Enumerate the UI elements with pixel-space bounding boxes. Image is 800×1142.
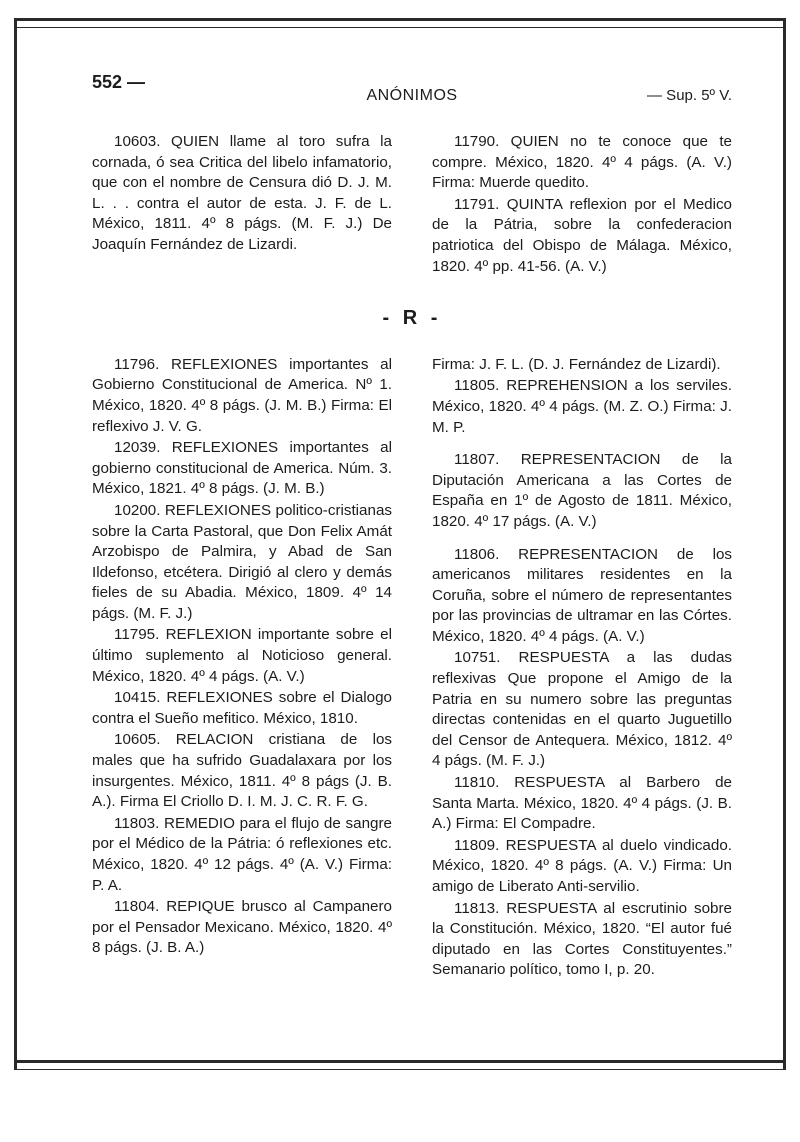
catalog-entry: 11806. REPRESENTACION de los americanos militares residentes en la Coruña, sobre el número de representantes por las provincias de ultramar en las Córtes. México, 1820. 4º 4 págs. (A. V.) xyxy=(432,545,732,645)
document-page xyxy=(92,72,732,982)
catalog-entry: 11790. QUIEN no te conoce que te compre. México, 1820. 4º 4 págs. (A. V.) Firma: Muerde quedito. xyxy=(432,133,732,192)
catalog-entry: 11813. RESPUESTA al escrutinio sobre la Constitución. México, 1820. “El autor fué diputado en las Cortes Constituyentes.” Semanario político, tomo I, p. 20. xyxy=(432,899,732,979)
catalog-entry: 11809. RESPUESTA al duelo vindicado. México, 1820. 4º 8 págs. (A. V.) Firma: Un amigo de Liberato Anti-servilio. xyxy=(432,836,732,895)
catalog-entry: 11803. REMEDIO para el flujo de sangre por el Médico de la Pátria: ó reflexiones etc. México, 1820. 4º 12 págs. 4º (A. V.) Firma: P. A. xyxy=(92,814,392,894)
right-column xyxy=(432,355,732,982)
catalog-entry: 10605. RELACION cristiana de los males que ha sufrido Guadalaxara por los insurgentes. México, 1811. 4º 8 págs (J. B. A.). Firma El Criollo D. I. M. J. C. R. F. G. xyxy=(92,731,392,811)
catalog-entry: 10415. REFLEXIONES sobre el Dialogo contra el Sueño mefitico. México, 1810. xyxy=(92,689,392,727)
top-right-column xyxy=(432,132,732,278)
catalog-entry: 11804. REPIQUE brusco al Campanero por el Pensador Mexicano. México, 1820. 4º 8 págs. (J. B. A.) xyxy=(92,898,392,957)
catalog-entry: 11795. REFLEXION importante sobre el último suplemento al Noticioso general. México, 1820. 4º 4 págs. (A. V.) xyxy=(92,626,392,685)
catalog-entry: 10200. REFLEXIONES politico-cristianas sobre la Carta Pastoral, que Don Felix Amát Arzobispo de Palmira, y Abad de San Ildefonso, etcétera. Dirigió al clero y demás fieles de su Abadia. México, 1809. 4º 14 págs. (M. F. J.) xyxy=(92,501,392,622)
main-columns xyxy=(92,355,732,982)
section-heading-r: - R - xyxy=(382,307,442,330)
catalog-entry: 11791. QUINTA reflexion por el Medico de la Pátria, sobre la confederacion patriotica del Obispo de Málaga. México, 1820. 4º pp. 41-56. (A. V.) xyxy=(432,195,732,275)
catalog-entry-continuation: Firma: J. F. L. (D. J. Fernández de Lizardi). xyxy=(432,355,721,373)
top-columns xyxy=(92,132,732,278)
catalog-entry: 11805. REPREHENSION a los serviles. México, 1820. 4º 4 págs. (M. Z. O.) Firma: J. M. P. xyxy=(432,377,732,436)
left-column xyxy=(92,355,392,982)
top-left-column xyxy=(92,132,392,278)
catalog-entry: 11796. REFLEXIONES importantes al Gobierno Constitucional de America. Nº 1. México, 1820. 4º 8 págs. (J. M. B.) Firma: El reflexivo J. V. G. xyxy=(92,355,392,435)
catalog-entry: 11810. RESPUESTA al Barbero de Santa Marta. México, 1820. 4º 4 págs. (J. B. A.) Firma: El Compadre. xyxy=(432,774,732,833)
catalog-entry: 10603. QUIEN llame al toro sufra la cornada, ó sea Critica del libelo infamatorio, que con el nombre de Censura dió D. J. M. L. . . contra el autor de esta. J. F. de L. México, 1811. 4º 8 págs. (M. F. J.) De Joaquín Fernández de Lizardi. xyxy=(92,133,392,253)
page-number: 552 — xyxy=(92,72,146,92)
header-title: ANÓNIMOS xyxy=(366,87,458,104)
catalog-entry: 10751. RESPUESTA a las dudas reflexivas Que propone el Amigo de la Patria en su numero sobre las preguntas directas contenidas en el quarto Juguetillo del Censor de Antequera. México, 1812. 4º 4 págs. (M. F. J.) xyxy=(432,649,732,770)
catalog-entry: 12039. REFLEXIONES importantes al gobierno constitucional de America. Núm. 3. México, 1821. 4º 8 págs. (J. M. B.) xyxy=(92,439,392,498)
catalog-entry: 11807. REPRESENTACION de la Diputación Americana a las Cortes de España en 1º de Agosto de 1811. México, 1820. 4º 17 págs. (A. V.) xyxy=(432,451,732,530)
running-header xyxy=(92,72,732,108)
header-supplement: — Sup. 5º V. xyxy=(647,87,732,104)
